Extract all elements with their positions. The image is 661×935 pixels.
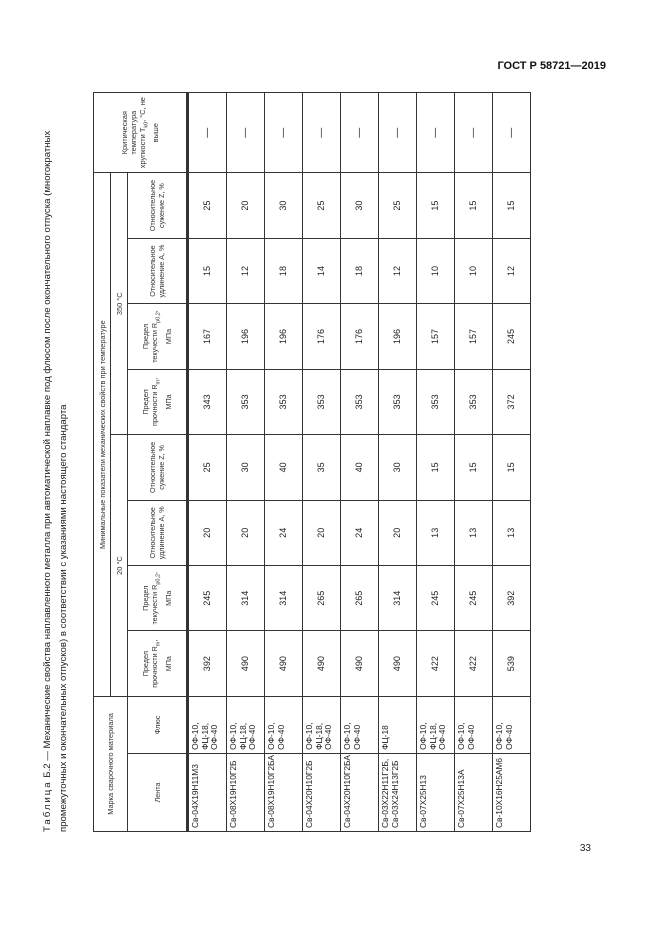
header-tk: Критическая температура хрупкости $T_{k0}$, °С, не выше <box>94 93 187 173</box>
header-tape: Лента <box>128 753 187 831</box>
cell-tk: — <box>417 93 455 173</box>
cell-flux: ОФ-10, ОФ-40 <box>455 696 493 753</box>
header-elong-350: Относительное удлинение A, % <box>128 238 187 303</box>
cell-tape: Св-08Х19Н10Г2Б <box>227 753 265 831</box>
cell-elong-20: 20 <box>379 500 417 565</box>
cell-elong-350: 15 <box>188 238 227 303</box>
cell-rm-350: 353 <box>417 369 455 434</box>
cell-narrow-350: 15 <box>493 173 531 238</box>
cell-rm-20: 490 <box>265 631 303 696</box>
cell-elong-350: 10 <box>455 238 493 303</box>
cell-narrow-350: 15 <box>417 173 455 238</box>
table-caption <box>40 92 71 832</box>
caption-text: Б.2 — Механические свойства наплавленного металла при автоматической наплавке под флюсом после окончательного отпуска (многократных промежуточных и окончательных отпусков) в соответствии с указаниями настоящего стандарта <box>42 130 69 832</box>
cell-narrow-20: 30 <box>379 435 417 500</box>
cell-rp-350: 157 <box>417 304 455 369</box>
cell-tk: — <box>379 93 417 173</box>
header-rm-350: Предел прочности $R_m$, МПа <box>128 369 187 434</box>
header-rp-20: Предел текучести $R_{p0,2}$, МПа <box>128 566 187 631</box>
cell-tape: Св-03Х22Н11Г2Б, Св-03Х24Н13Г2Б <box>379 753 417 831</box>
cell-narrow-20: 40 <box>341 435 379 500</box>
cell-flux: ОФ-10, ОФ-40 <box>493 696 531 753</box>
cell-elong-20: 24 <box>341 500 379 565</box>
cell-rp-20: 265 <box>341 566 379 631</box>
rotated-table-block <box>40 92 600 832</box>
cell-rp-350: 196 <box>227 304 265 369</box>
cell-tape: Св-04Х20Н10Г2БА <box>341 753 379 831</box>
cell-elong-20: 13 <box>455 500 493 565</box>
table-row <box>417 93 455 832</box>
cell-rp-20: 265 <box>303 566 341 631</box>
header-rm-20: Предел прочности $R_m$, МПа <box>128 631 187 696</box>
table-row <box>341 93 379 832</box>
cell-elong-350: 12 <box>227 238 265 303</box>
cell-flux: ОФ-10, ОФ-40 <box>265 696 303 753</box>
cell-tape: Св-07Х25Н13А <box>455 753 493 831</box>
cell-rp-350: 157 <box>455 304 493 369</box>
cell-tape: Св-07Х25Н13 <box>417 753 455 831</box>
table-row <box>227 93 265 832</box>
cell-elong-350: 14 <box>303 238 341 303</box>
cell-rm-350: 343 <box>188 369 227 434</box>
cell-rm-20: 490 <box>227 631 265 696</box>
table-row <box>303 93 341 832</box>
cell-rp-350: 196 <box>379 304 417 369</box>
cell-rm-20: 490 <box>379 631 417 696</box>
cell-elong-20: 20 <box>188 500 227 565</box>
cell-elong-20: 20 <box>227 500 265 565</box>
cell-rm-20: 422 <box>455 631 493 696</box>
cell-rm-20: 392 <box>188 631 227 696</box>
table-body <box>188 93 531 832</box>
cell-tk: — <box>227 93 265 173</box>
cell-rp-20: 392 <box>493 566 531 631</box>
cell-tape: Св-04Х19Н11М3 <box>188 753 227 831</box>
cell-elong-350: 18 <box>341 238 379 303</box>
cell-elong-350: 10 <box>417 238 455 303</box>
cell-rm-20: 490 <box>303 631 341 696</box>
caption-label: Таблица <box>42 780 53 832</box>
header-t350: 350 °С <box>111 173 128 435</box>
header-flux: Флюс <box>128 696 187 753</box>
cell-narrow-20: 40 <box>265 435 303 500</box>
cell-rp-350: 245 <box>493 304 531 369</box>
cell-rm-350: 353 <box>303 369 341 434</box>
cell-narrow-350: 25 <box>303 173 341 238</box>
cell-tape: Св-08Х19Н10Г2БА <box>265 753 303 831</box>
cell-tk: — <box>493 93 531 173</box>
cell-narrow-350: 15 <box>455 173 493 238</box>
cell-flux: ОФ-10, ФЦ-18, ОФ-40 <box>303 696 341 753</box>
cell-tk: — <box>455 93 493 173</box>
cell-tape: Св-10Х16Н25АМ6 <box>493 753 531 831</box>
cell-rp-20: 245 <box>417 566 455 631</box>
cell-elong-350: 18 <box>265 238 303 303</box>
table-row <box>265 93 303 832</box>
document-code: ГОСТ Р 58721—2019 <box>497 60 606 72</box>
cell-elong-20: 13 <box>493 500 531 565</box>
cell-rp-20: 314 <box>379 566 417 631</box>
cell-tk: — <box>303 93 341 173</box>
header-narrow-350: Относительное сужение Z, % <box>128 173 187 238</box>
cell-narrow-350: 30 <box>265 173 303 238</box>
table-row <box>455 93 493 832</box>
cell-rp-350: 176 <box>303 304 341 369</box>
table-row <box>188 93 227 832</box>
cell-narrow-20: 25 <box>188 435 227 500</box>
header-props: Минимальные показатели механических свойств при температуре <box>94 173 111 697</box>
mechanical-properties-table <box>93 92 531 832</box>
cell-rp-20: 245 <box>455 566 493 631</box>
cell-rm-350: 353 <box>265 369 303 434</box>
header-narrow-20: Относительное сужение Z, % <box>128 435 187 500</box>
header-rp-350: Предел текучести $R_{p0,2}$, МПа <box>128 304 187 369</box>
cell-rp-20: 314 <box>227 566 265 631</box>
cell-narrow-20: 15 <box>417 435 455 500</box>
cell-flux: ОФ-10, ОФ-40 <box>341 696 379 753</box>
cell-rp-350: 167 <box>188 304 227 369</box>
cell-narrow-350: 30 <box>341 173 379 238</box>
cell-narrow-350: 20 <box>227 173 265 238</box>
cell-narrow-20: 30 <box>227 435 265 500</box>
header-t20: 20 °С <box>111 435 128 697</box>
cell-rm-350: 353 <box>227 369 265 434</box>
header-elong-20: Относительное удлинение A, % <box>128 500 187 565</box>
cell-rp-350: 176 <box>341 304 379 369</box>
cell-flux: ОФ-10, ФЦ-18, ОФ-40 <box>417 696 455 753</box>
cell-rm-350: 372 <box>493 369 531 434</box>
cell-narrow-20: 35 <box>303 435 341 500</box>
table-row <box>379 93 417 832</box>
cell-tape: Св-04Х20Н10Г2Б <box>303 753 341 831</box>
cell-flux: ОФ-10, ФЦ-18, ОФ-40 <box>227 696 265 753</box>
cell-narrow-350: 25 <box>188 173 227 238</box>
cell-elong-350: 12 <box>493 238 531 303</box>
cell-tk: — <box>265 93 303 173</box>
page-number: 33 <box>579 843 591 854</box>
cell-elong-20: 20 <box>303 500 341 565</box>
cell-rm-350: 353 <box>455 369 493 434</box>
cell-elong-350: 12 <box>379 238 417 303</box>
cell-rp-20: 245 <box>188 566 227 631</box>
cell-narrow-350: 25 <box>379 173 417 238</box>
cell-narrow-20: 15 <box>455 435 493 500</box>
cell-rm-20: 539 <box>493 631 531 696</box>
cell-rm-20: 490 <box>341 631 379 696</box>
cell-rm-350: 353 <box>341 369 379 434</box>
cell-narrow-20: 15 <box>493 435 531 500</box>
cell-elong-20: 13 <box>417 500 455 565</box>
header-material: Марка сварочного материала <box>94 696 128 831</box>
cell-rp-20: 314 <box>265 566 303 631</box>
table-row <box>493 93 531 832</box>
cell-elong-20: 24 <box>265 500 303 565</box>
cell-tk: — <box>188 93 227 173</box>
cell-rm-350: 353 <box>379 369 417 434</box>
cell-tk: — <box>341 93 379 173</box>
cell-flux: ОФ-10, ФЦ-18, ОФ-40 <box>188 696 227 753</box>
cell-rp-350: 196 <box>265 304 303 369</box>
cell-rm-20: 422 <box>417 631 455 696</box>
cell-flux: ФЦ-18 <box>379 696 417 753</box>
